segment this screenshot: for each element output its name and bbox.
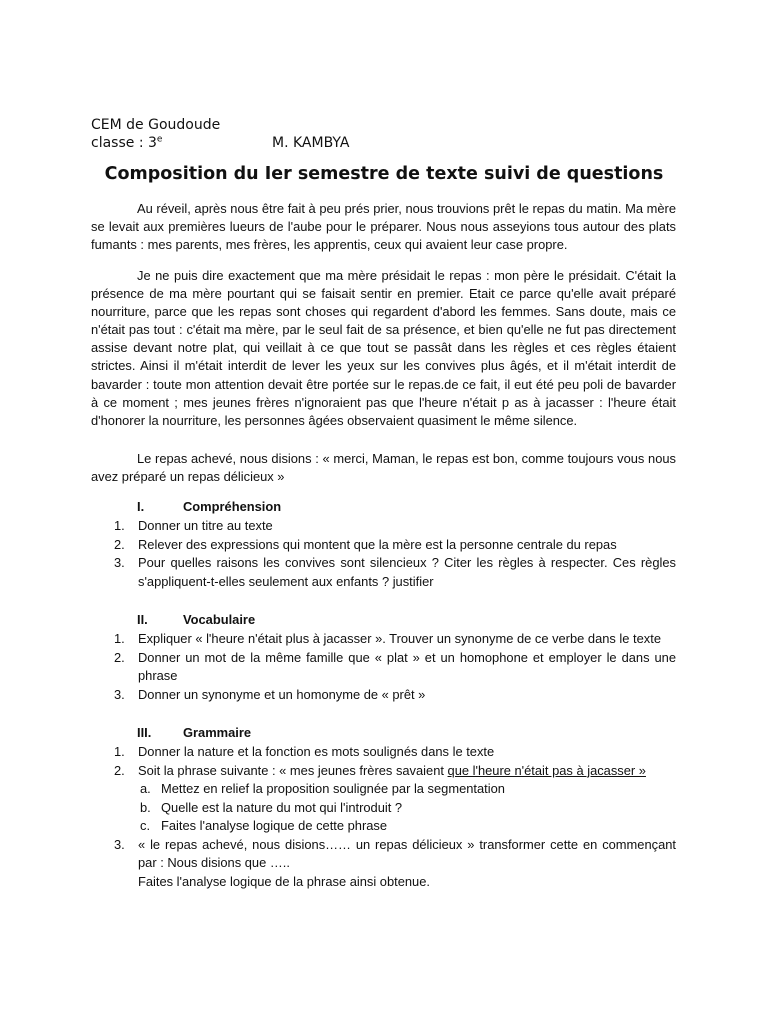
- question-item: [91, 536, 676, 555]
- question-number: 3.: [114, 686, 125, 702]
- sub-question-letter: b.: [140, 799, 151, 815]
- section-3-questions: [91, 743, 676, 891]
- question-item: [91, 836, 676, 892]
- question-item: [91, 686, 676, 705]
- paragraph-text: Le repas achevé, nous disions : « merci, Maman, le repas est bon, comme toujours vous nous avez préparé un repas délicieux »: [91, 451, 676, 485]
- question-number: 2.: [114, 536, 125, 552]
- section-2-title: Vocabulaire: [183, 612, 256, 627]
- class-superscript: e: [156, 134, 163, 145]
- question-number: 2.: [114, 762, 125, 778]
- question-text: Donner un titre au texte: [138, 518, 273, 533]
- question-text: Soit la phrase suivante : « mes jeunes frères savaient: [138, 762, 448, 778]
- paragraph-text: Je ne puis dire exactement que ma mère présidait le repas : mon père le présidait. C'était la présence de ma mère pourtant qui se faisait sentir en premier. Etait ce parce qu'elle avait préparé nourriture, parce que les repas sont choses qui regardent d'abord les femmes. Sans doute, mais ce n'était pas tout : c'était ma mère, par le seul fait de sa présence, et bien qu'elle ne fut pas directement assise devant notre plat, qui veillait à ce que tout se passât dans les règles et ces règles étaient strictes. Ainsi il m'était interdit de lever les yeux sur les convives plus âgés, et il m'était interdit de bavarder : toute mon attention devait être portée sur le repas.de ce fait, il eut été peu poli de bavarder à ce moment ; mes jeunes frères n'ignoraient pas que l'heure n'était p as à jacasser : l'heure était d'honorer la nourriture, les personnes âgées observaient quasiment le même silence.: [91, 268, 676, 428]
- question-number: 1.: [114, 631, 125, 646]
- sub-questions: [138, 780, 676, 836]
- question-number: 1.: [114, 518, 125, 533]
- question-item: [91, 762, 676, 836]
- teacher-name: M. KAMBYA: [272, 135, 350, 151]
- section-1-title: Compréhension: [183, 499, 282, 514]
- sub-question-item: [138, 799, 676, 818]
- sub-question-item: [138, 817, 676, 836]
- section-3-numeral: III.: [137, 725, 152, 740]
- question-item: [91, 649, 676, 686]
- question-text: Donner un mot de la même famille que « plat » et un homophone et employer le dans une phrase: [138, 649, 676, 683]
- sub-question-item: [138, 780, 676, 799]
- question-item: [91, 517, 676, 536]
- question-item: [91, 630, 676, 649]
- section-2-questions: [91, 630, 676, 704]
- question-number: 1.: [114, 744, 125, 759]
- underlined-clause: que l'heure n'était pas à jacasser »: [447, 762, 646, 778]
- question-text-continued: Faites l'analyse logique de la phrase ainsi obtenue.: [138, 873, 430, 889]
- section-1-questions: [91, 517, 676, 591]
- class-label: [91, 134, 162, 152]
- question-item: [91, 743, 676, 762]
- class-text: classe : 3: [91, 135, 157, 151]
- sub-question-letter: c.: [140, 818, 151, 833]
- sub-question-text: Quelle est la nature du mot qui l'introduit ?: [161, 799, 403, 815]
- sub-question-letter: a.: [140, 781, 151, 796]
- question-number: 3.: [114, 555, 125, 570]
- text-paragraph-3: [91, 450, 676, 486]
- question-text: Donner la nature et la fonction es mots soulignés dans le texte: [138, 744, 495, 759]
- question-number: 2.: [114, 649, 125, 665]
- question-text: « le repas achevé, nous disions…… un repas délicieux » transformer cette en commençant par : Nous disions que …..: [138, 836, 676, 870]
- text-paragraph-2: [91, 267, 676, 430]
- sub-question-text: Mettez en relief la proposition soulignée par la segmentation: [161, 781, 505, 796]
- paragraph-text: Au réveil, après nous être fait à peu prés prier, nous trouvions prêt le repas du matin. Ma mère se levait aux premières lueurs de l'aube pour le préparer. Nous nous asseyions tous autour des plats fumants : mes parents, mes frères, les apprentis, ceux qui avaient leur case propre.: [91, 201, 676, 253]
- question-number: 3.: [114, 836, 125, 852]
- text-paragraph-1: [91, 200, 676, 254]
- question-text: Donner un synonyme et un homonyme de « prêt »: [138, 686, 426, 702]
- page-title: Composition du Ier semestre de texte suivi de questions: [104, 164, 664, 184]
- question-text: Relever des expressions qui montent que la mère est la personne centrale du repas: [138, 536, 617, 552]
- section-1-numeral: I.: [137, 499, 145, 514]
- section-2-numeral: II.: [137, 612, 148, 627]
- question-item: [91, 554, 676, 591]
- school-name: CEM de Goudoude: [91, 117, 221, 133]
- question-text: Expliquer « l'heure n'était plus à jacasser ». Trouver un synonyme de ce verbe dans le texte: [138, 631, 661, 646]
- section-3-title: Grammaire: [183, 725, 252, 740]
- question-text: Pour quelles raisons les convives sont silencieux ? Citer les règles à respecter. Ces règles s'appliquent-t-elles seulement aux enfants ? justifier: [138, 555, 676, 589]
- sub-question-text: Faites l'analyse logique de cette phrase: [161, 818, 388, 833]
